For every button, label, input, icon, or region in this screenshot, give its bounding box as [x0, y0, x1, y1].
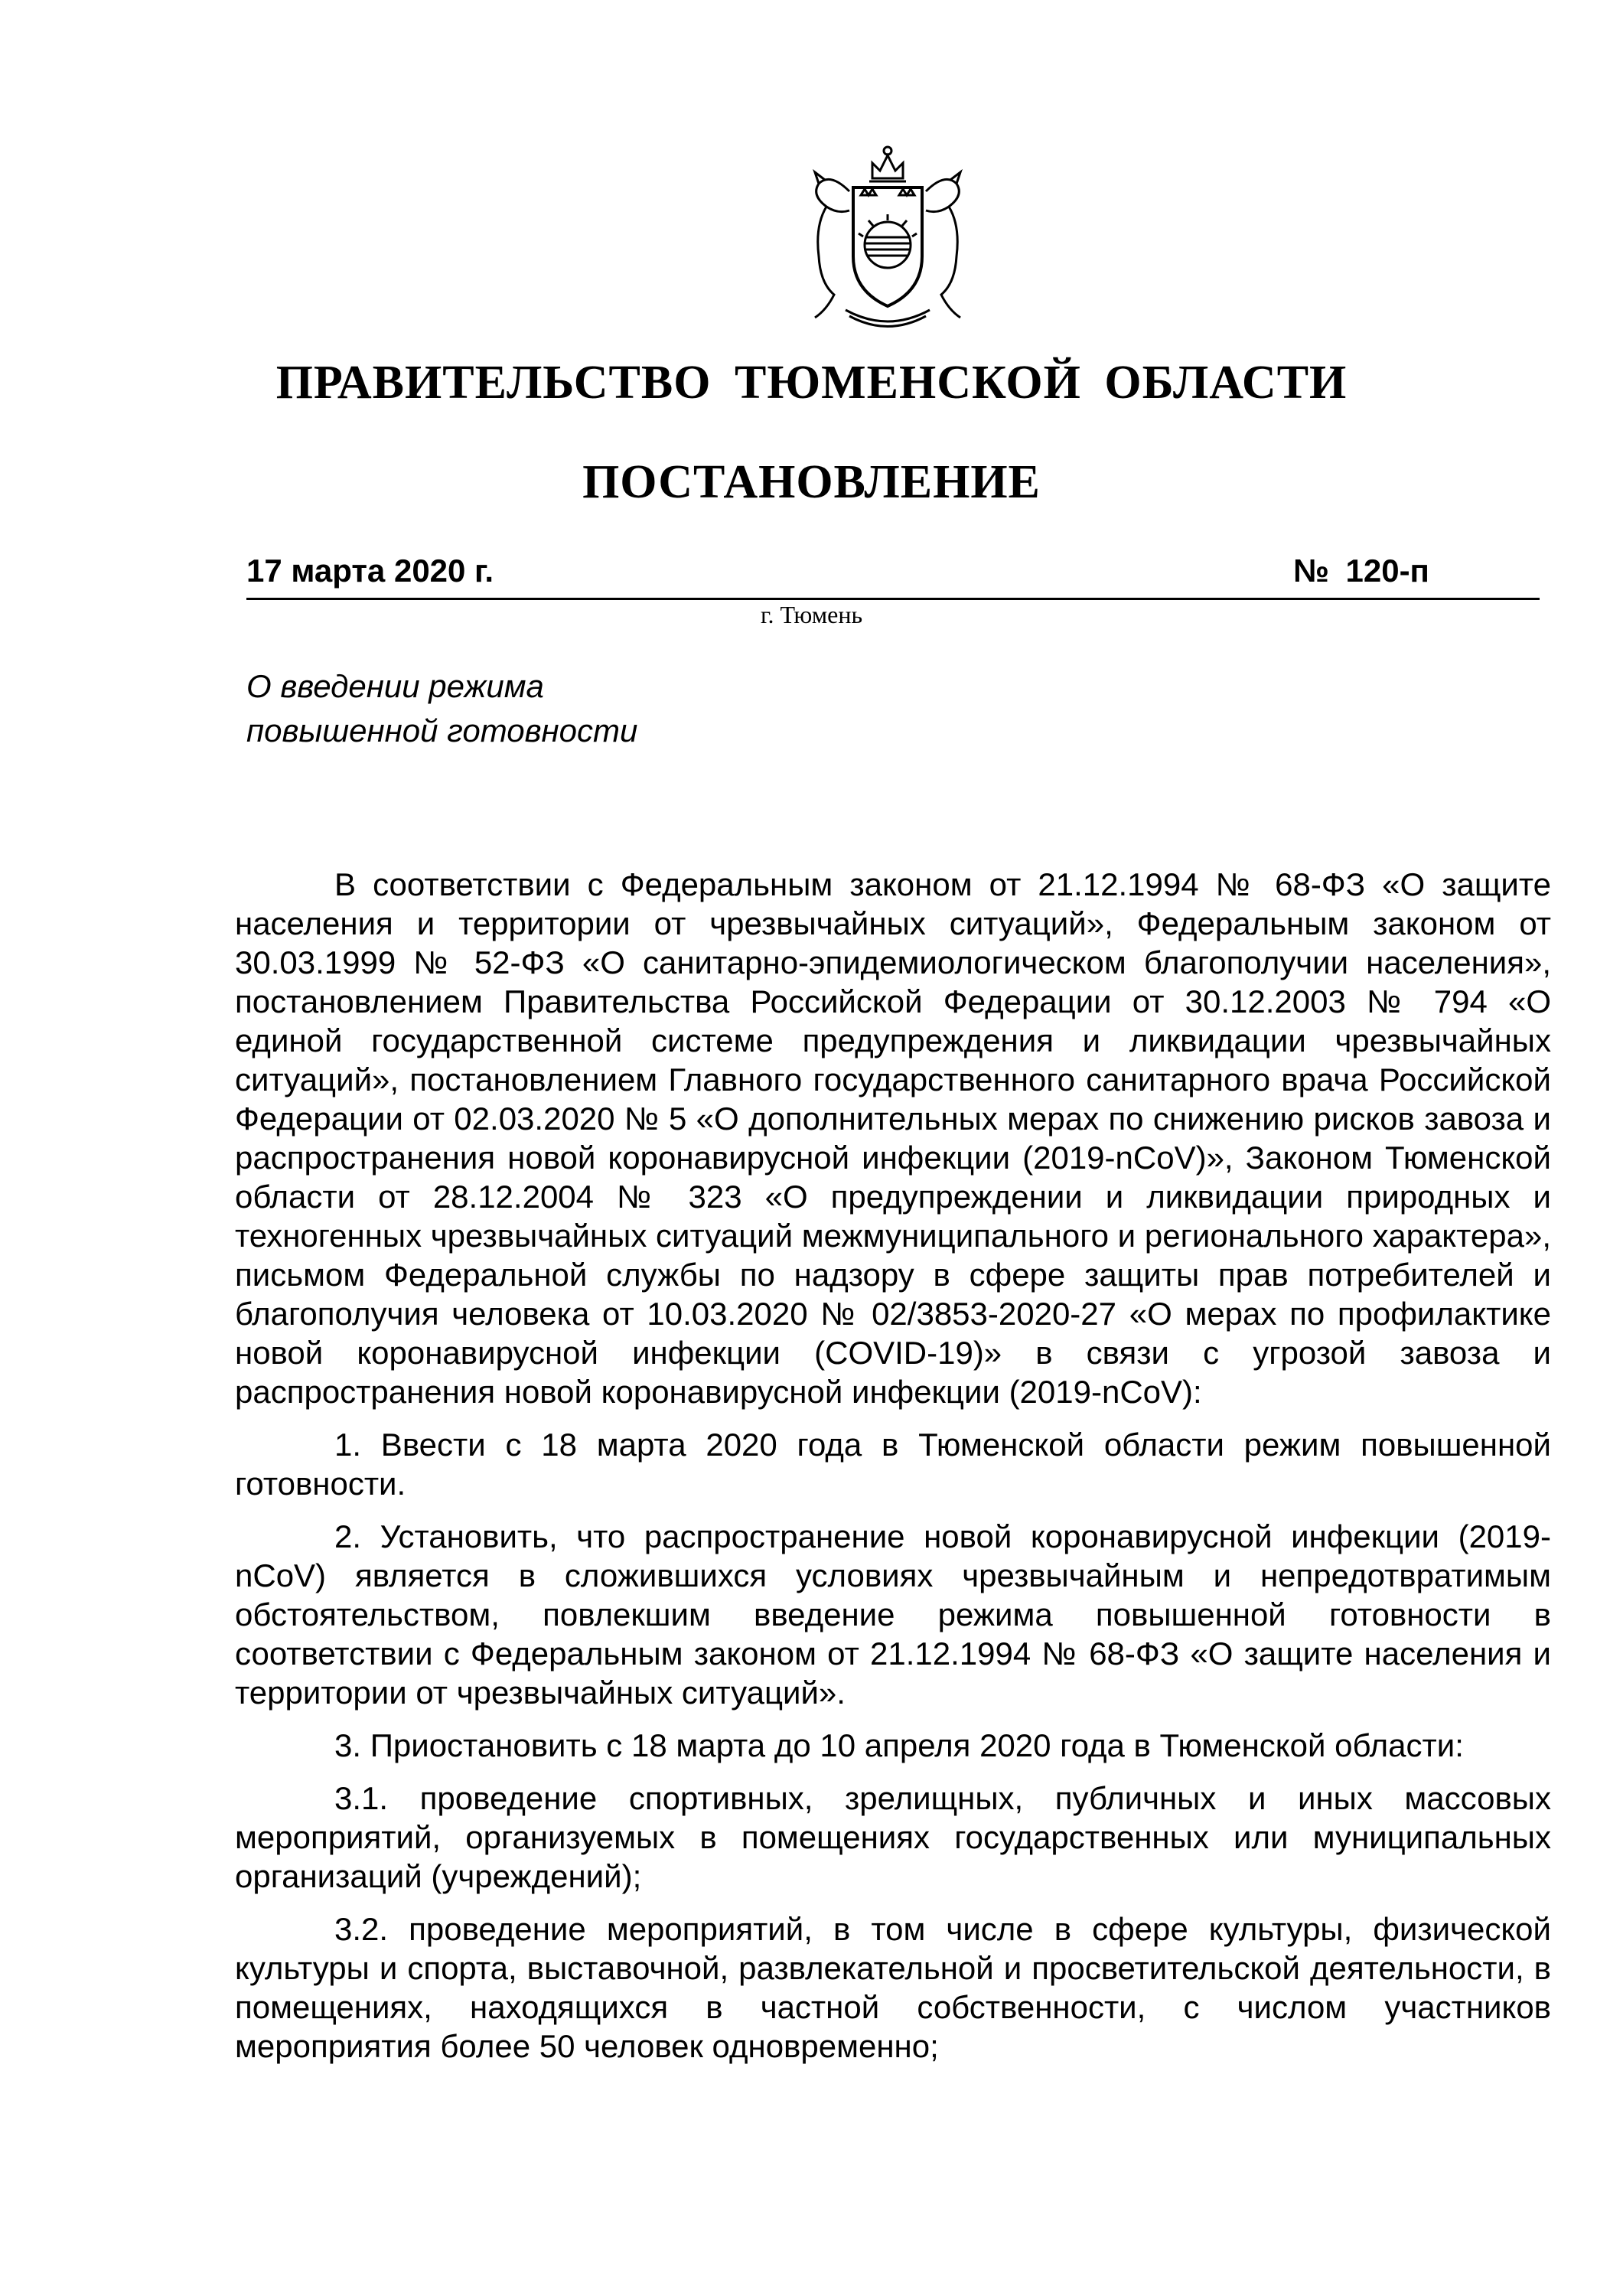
clause-3-1: 3.1. проведение спортивных, зрелищных, публичных и иных массовых мероприятий, организуемых в помещениях государственных или муниципальных организаций (учреждений);: [235, 1780, 1551, 1894]
subject-line-1: О введении режима: [246, 668, 544, 704]
document-type-title: ПОСТАНОВЛЕНИЕ: [582, 456, 1041, 508]
document-body: [235, 865, 1551, 2079]
document-subject: [246, 664, 637, 753]
clause-3: 3. Приостановить с 18 марта до 10 апреля 2020 года в Тюменской области:: [334, 1727, 1464, 1763]
header-divider: [246, 598, 1540, 600]
subject-line-2: повышенной готовности: [246, 713, 638, 748]
government-title: ПРАВИТЕЛЬСТВО ТЮМЕНСКОЙ ОБЛАСТИ: [275, 357, 1348, 409]
clause-1: 1. Ввести с 18 марта 2020 года в Тюменской области режим повышенной готовности.: [235, 1427, 1551, 1502]
document-number: № 120-п: [1293, 553, 1429, 589]
coat-of-arms-emblem: [773, 142, 1002, 333]
document-date: 17 марта 2020 г.: [246, 553, 494, 589]
document-city: г. Тюмень: [760, 601, 863, 628]
preamble-paragraph: В соответствии с Федеральным законом от 21.12.1994 № 68-ФЗ «О защите населения и территории от чрезвычайных ситуаций», Федеральным законом от 30.03.1999 № 52-ФЗ «О санитарно-эпидемиологическом благополучии населения», постановлением Правительства Российской Федерации от 30.12.2003 № 794 «О единой государственной системе предупреждения и ликвидации чрезвычайных ситуаций», постановлением Главного государственного санитарного врача Российской Федерации от 02.03.2020 № 5 «О дополнительных мерах по снижению рисков завоза и распространения новой коронавирусной инфекции (2019-nCoV)», Законом Тюменской области от 28.12.2004 № 323 «О предупреждении и ликвидации природных и техногенных чрезвычайных ситуаций межмуниципального и регионального характера», письмом Федеральной службы по надзору в сфере защиты прав потребителей и благополучия человека от 10.03.2020 № 02/3853-2020-27 «О мерах по профилактике новой коронавирусной инфекции (COVID-19)» в связи с угрозой завоза и распространения новой коронавирусной инфекции (2019-nCoV):: [235, 866, 1551, 1410]
clause-3-2: 3.2. проведение мероприятий, в том числе в сфере культуры, физической культуры и спорта, выставочной, развлекательной и просветительской деятельности, в помещениях, находящихся в частной собственности, с числом участников мероприятия более 50 человек одновременно;: [235, 1911, 1551, 2064]
clause-2: 2. Установить, что распространение новой коронавирусной инфекции (2019-nCoV) является в сложившихся условиях чрезвычайным и непредотвратимым обстоятельством, повлекшим введение режима повышенной готовности в соответствии с Федеральным законом от 21.12.1994 № 68-ФЗ «О защите населения и территории от чрезвычайных ситуаций».: [235, 1518, 1551, 1711]
